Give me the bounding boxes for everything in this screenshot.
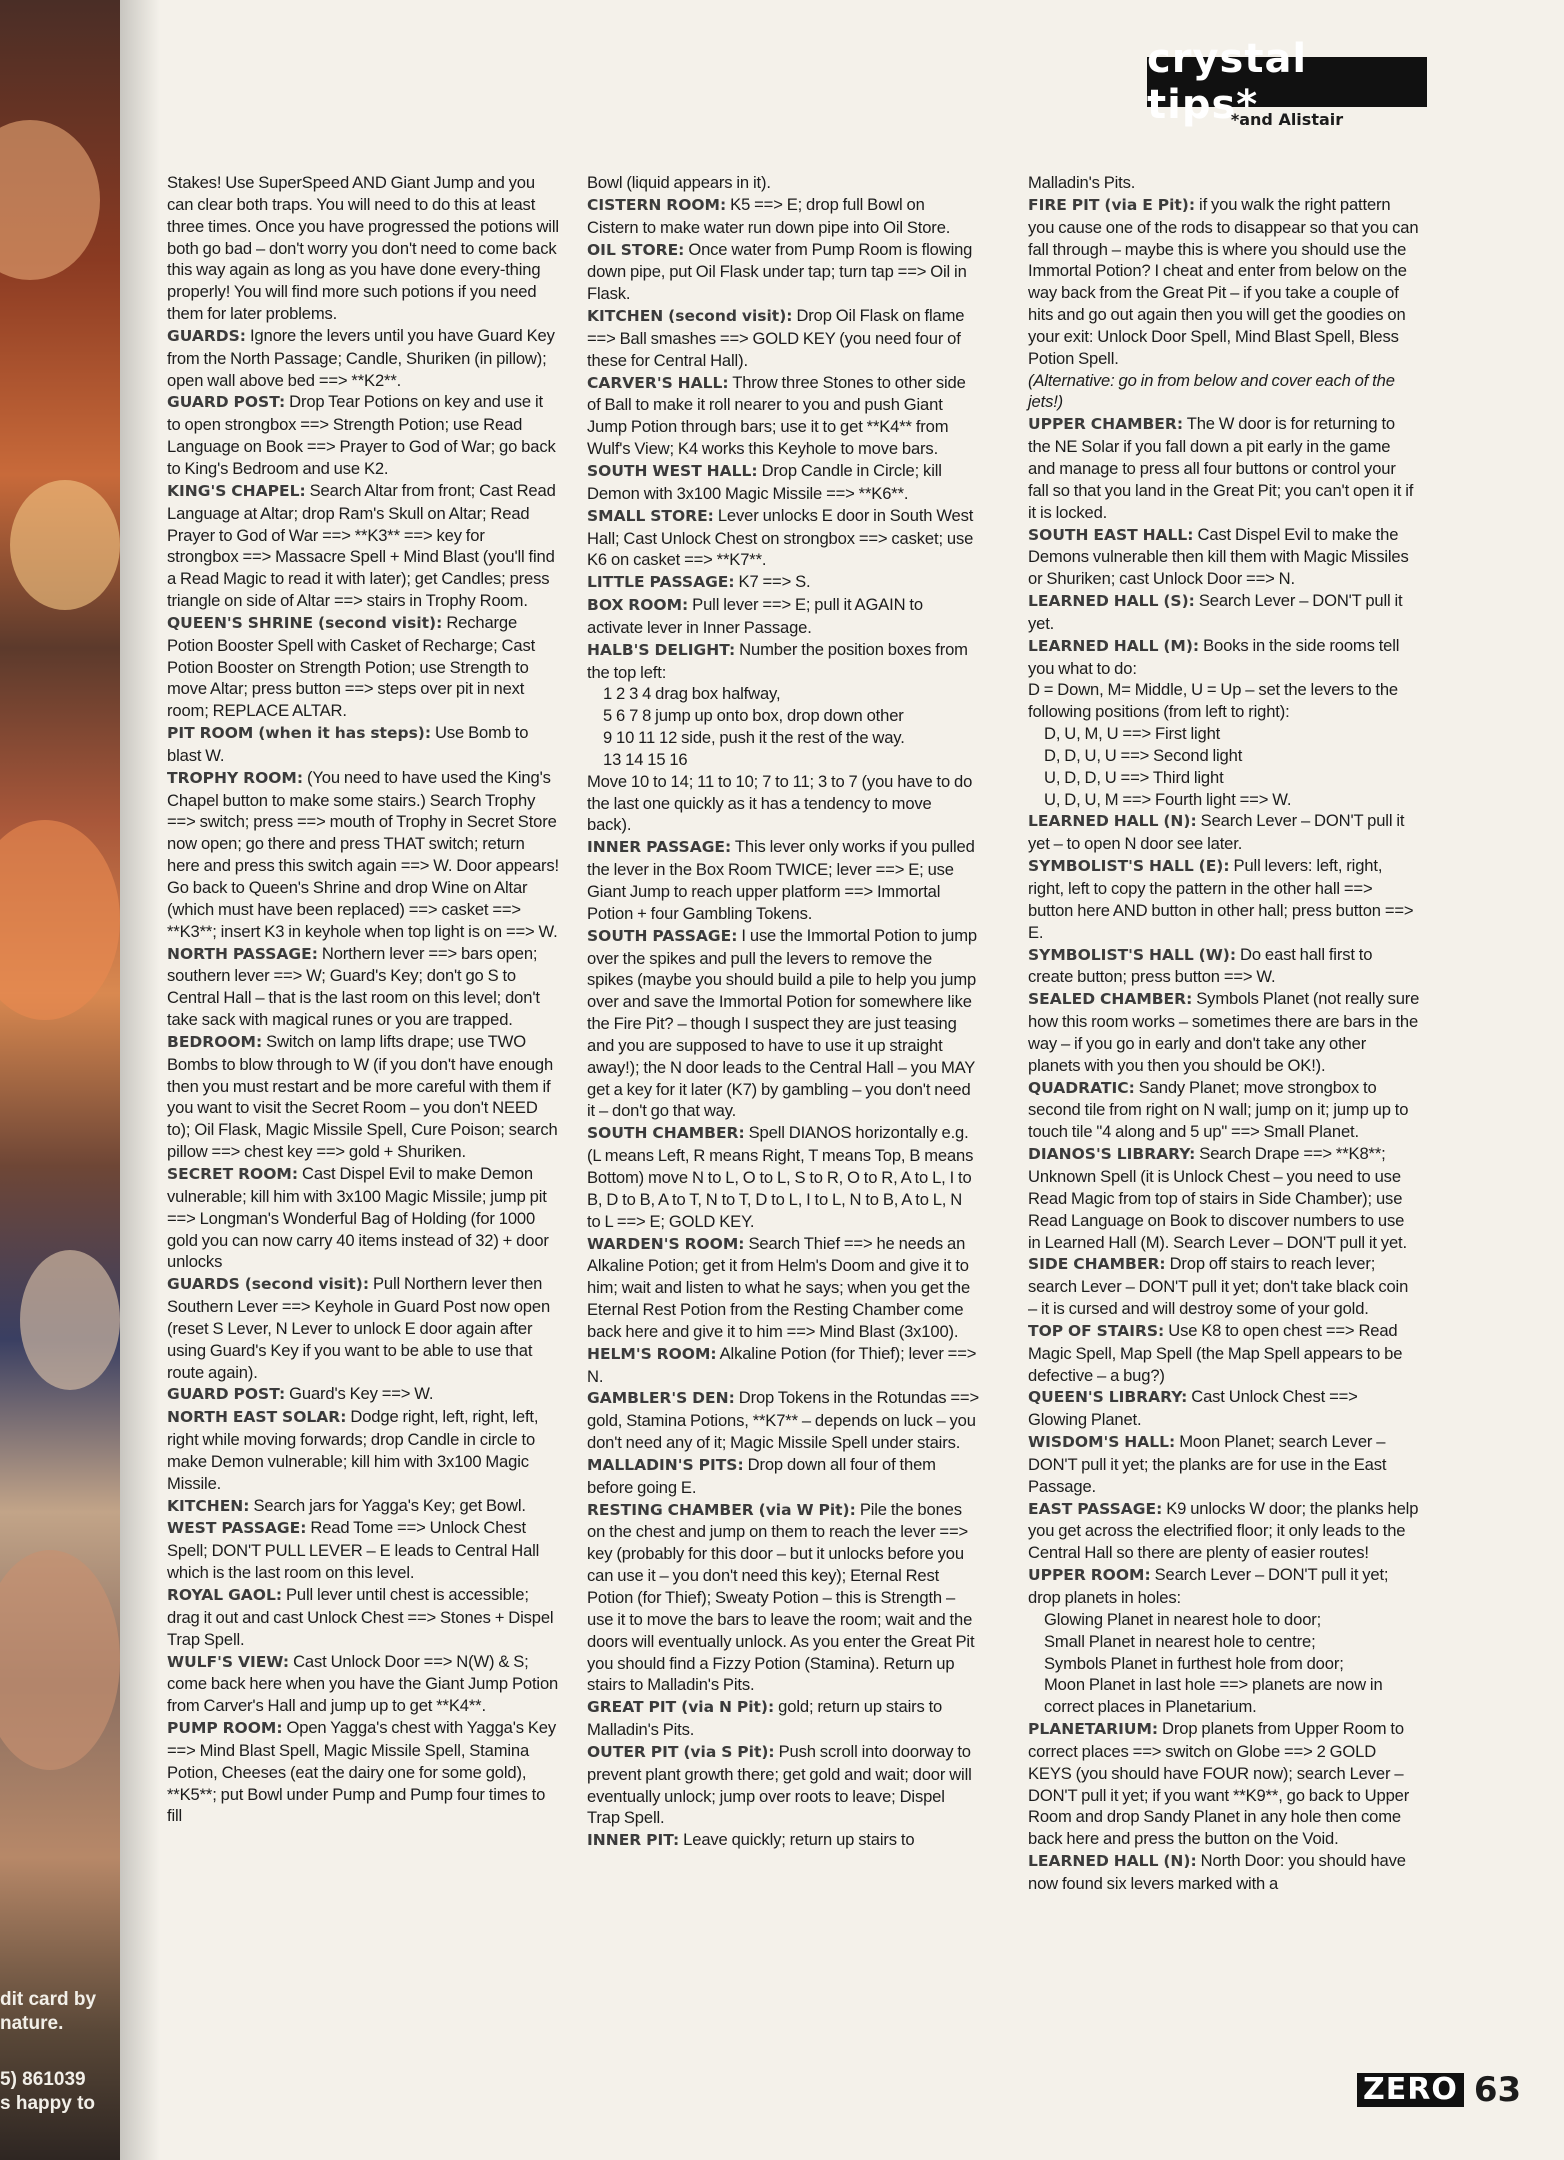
walkthrough-entry [587,1233,979,1343]
walkthrough-entry [167,325,559,392]
walkthrough-entry [1028,679,1420,723]
room-heading: LEARNED HALL (S): [1028,592,1195,611]
room-heading: SOUTH WEST HALL: [587,461,758,480]
entry-text: Number the position boxes from the top left: [587,639,968,682]
entry-text: K7 ==> S. [738,572,811,592]
entry-text: Glowing Planet in nearest hole to door; [1044,1609,1322,1629]
entry-text: Cast Unlock Chest ==> Glowing Planet. [1028,1387,1358,1430]
room-heading: GUARD POST: [167,393,286,412]
room-heading: KING'S CHAPEL: [167,481,306,500]
walkthrough-entry [1028,1653,1420,1675]
entry-text: 13 14 15 16 [603,749,688,769]
walkthrough-entry [1028,194,1420,370]
entry-text: Drop Tear Potions on key and use it to open strongbox ==> Strength Potion; use Read Language on Book ==> Prayer to God of War; go back to King's Bedroom and use K2. [167,392,556,478]
walkthrough-entry [167,1383,559,1406]
walkthrough-entry [1028,1386,1420,1431]
entry-text: Push scroll into doorway to prevent plant growth there; get gold and wait; door will eventually unlock; jump over roots to leave; Dispel Trap Spell. [587,1741,972,1828]
room-heading: QUEEN'S SHRINE (second visit): [167,613,443,632]
walkthrough-entry [587,1741,979,1829]
room-heading: GUARDS: [167,326,246,345]
entry-text: Malladin's Pits. [1028,173,1136,192]
page-footer [1357,2070,1521,2110]
walkthrough-entry [167,1717,559,1827]
entry-text: Stakes! Use SuperSpeed AND Giant Jump and you can clear both traps. You will need to do this at least three times. Once you have progressed the potions will both go bad – don't worry you don't need to come back this way again as long as you have done every-thing properly! You will find more such potions if you need them for later problems. [167,173,559,324]
entry-text: 5 6 7 8 jump up onto box, drop down other [603,706,904,726]
entry-text: I use the Immortal Potion to jump over the spikes and pull the levers to remove the spikes (maybe you should build a pile to help you jump over and save the Immortal Potion for somewhere like the Fire Pit? – though I suspect they are just teasing and you are supposed to have to use it up straight away!); the N door leads to the Central Hall – you MAY get a key for it later (K7) by gambling – you don't need it – don't go that way. [587,925,977,1121]
entry-text: Sandy Planet; move strongbox to second tile from right on N wall; jump on it; jump up to touch tile "4 along and 5 up" ==> Small Planet. [1028,1077,1409,1142]
text-column-3 [1028,172,1420,1895]
entry-text: Switch on lamp lifts drape; use TWO Bombs to blow through to W (if you don't have enough then you must restart and be more careful with them if you want to visit the Secret Room – you don't NEED to); Oil Flask, Magic Missile Spell, Cure Poison; search pillow ==> chest key ==> gold + Shuriken. [167,1031,558,1162]
walkthrough-entry [587,1343,979,1388]
entry-text: Spell DIANOS horizontally e.g. (L means Left, R means Right, T means Top, B means Bottom) move N to L, O to L, S to R, O to R, A to L, I to B, D to B, A to T, N to T, D to L, I to L, N to B, A to L, N to L ==> E; GOLD KEY. [587,1123,974,1231]
entry-text: D, U, M, U ==> First light [1044,724,1221,744]
entry-text: U, D, D, U ==> Third light [1044,767,1224,787]
walkthrough-entry [1028,413,1420,523]
entry-text: Drop Oil Flask on flame ==> Ball smashes ==> GOLD KEY (you need four of these for Central Hall). [587,306,965,370]
walkthrough-entry [587,925,979,1123]
room-heading: SOUTH CHAMBER: [587,1124,745,1143]
text-column-2 [587,172,979,1852]
entry-text: Search jars for Yagga's Key; get Bowl. [253,1495,526,1515]
room-heading: PUMP ROOM: [167,1719,283,1738]
walkthrough-entry [1028,1850,1420,1895]
room-heading: BOX ROOM: [587,596,689,615]
walkthrough-entry [587,1696,979,1741]
walkthrough-entry [167,722,559,767]
entry-text: Lever unlocks E door in South West Hall; Cast Unlock Chest on strongbox ==> casket; use K6 on casket ==> **K7**. [587,505,974,570]
entry-text: Alkaline Potion (for Thief); lever ==> N. [587,1343,977,1386]
entry-text: Cast Dispel Evil to make the Demons vulnerable then kill them with Magic Missiles or Shuriken; cast Unlock Door ==> N. [1028,524,1409,589]
room-heading: HALB'S DELIGHT: [587,640,736,659]
walkthrough-entry [1028,1564,1420,1609]
entry-text: Moon Planet; search Lever – DON'T pull it yet; the planks are for use in the East Passage. [1028,1432,1387,1496]
walkthrough-entry [587,749,979,771]
cover-art-strip [0,0,120,2160]
entry-text: K5 ==> E; drop full Bowl on Cistern to make water run down pipe into Oil Store. [587,194,951,237]
entry-text: Do east hall first to create button; press button ==> W. [1028,944,1373,987]
walkthrough-entry [587,305,979,372]
room-heading: SEALED CHAMBER: [1028,990,1193,1009]
entry-text: Cast Unlock Door ==> N(W) & S; come back here when you have the Giant Jump Potion from Carver's Hall and jump up to get **K4**. [167,1651,559,1716]
room-heading: ROYAL GAOL: [167,1586,283,1604]
walkthrough-entry [587,1454,979,1499]
walkthrough-entry [1028,1320,1420,1387]
art-caption: dit card by nature. [0,1989,97,2034]
room-heading: SOUTH EAST HALL: [1028,525,1194,544]
entry-text: Search Lever – DON'T pull it yet – to open N door see later. [1028,811,1405,854]
entry-text: Use K8 to open chest ==> Read Magic Spell, Map Spell (the Map Spell appears to be defective – a bug?) [1028,1320,1403,1385]
walkthrough-entry [1028,370,1420,414]
page-gutter [120,0,160,2160]
entry-text: Moon Planet in last hole ==> planets are now in correct places in Planetarium. [1044,1675,1383,1717]
walkthrough-entry [167,480,559,612]
walkthrough-entry [587,1387,979,1454]
walkthrough-entry [1028,1718,1420,1850]
walkthrough-entry [1028,944,1420,989]
room-heading: UPPER CHAMBER: [1028,415,1184,434]
room-heading: QUEEN'S LIBRARY: [1028,1388,1188,1407]
entry-text: 1 2 3 4 drag box halfway, [603,684,781,704]
walkthrough-entry [587,372,979,460]
entry-text: Drop down all four of them before going E. [587,1454,936,1497]
entry-text: D = Down, M= Middle, U = Up – set the levers to the following positions (from left to right): [1028,680,1398,722]
entry-text: Search Altar from front; Cast Read Language at Altar; drop Ram's Skull on Altar; Read Prayer to God of War ==> **K3** ==> key for strongbox ==> Massacre Spell + Mind Blast (you'll find a Read Magic to read it with later); get Candles; press triangle on side of Altar ==> stairs in Trophy Room. [167,480,556,611]
entry-text: Recharge Potion Booster Spell with Casket of Recharge; Cast Potion Booster on Strength Potion; use Strength to move Altar; press button ==> steps over pit in next room; REPLACE ALTAR. [167,612,536,721]
entry-text: Drop Tokens in the Rotundas ==> gold, Stamina Potions, **K7** – depends on luck – you don't need any of it; Magic Missile Spell under stairs. [587,1388,979,1453]
walkthrough-entry [1028,590,1420,635]
entry-text: Dodge right, left, right, left, right while moving forwards; drop Candle in circle to make Demon vulnerable; kill him with 3x100 Magic Missile. [167,1407,539,1493]
page-number: 63 [1473,2070,1522,2110]
walkthrough-entry [167,1406,559,1494]
entry-text: Search Lever – DON'T pull it yet. [1028,591,1403,633]
room-heading: GUARD POST: [167,1385,286,1404]
walkthrough-entry [587,1122,979,1232]
walkthrough-entry [1028,789,1420,811]
walkthrough-entry [1028,1609,1420,1631]
walkthrough-entry [587,836,979,924]
room-heading: TROPHY ROOM: [167,768,304,787]
room-heading: PLANETARIUM: [1028,1720,1159,1739]
entry-text: Read Tome ==> Unlock Chest Spell; DON'T PULL LEVER – E leads to Central Hall which is the last room on this level. [167,1518,540,1583]
walkthrough-entry [1028,745,1420,767]
room-heading: QUADRATIC: [1028,1078,1135,1097]
room-heading: NORTH PASSAGE: [167,944,318,963]
walkthrough-entry [1028,1143,1420,1253]
walkthrough-entry [587,460,979,505]
room-heading: OUTER PIT (via S Pit): [587,1742,775,1761]
entry-text: D, D, U, U ==> Second light [1044,745,1243,765]
entry-text: Pull Northern lever then Southern Lever ==> Keyhole in Guard Post now open (reset S Lever, N Lever to unlock E door again after using Guard's Key if you want to be able to use that route again). [167,1274,551,1382]
room-heading: SOUTH PASSAGE: [587,926,738,945]
entry-text: Throw three Stones to other side of Ball to make it roll nearer to you and push Giant Jump Potion through bars; use it to get **K4** from Wulf's View; K4 works this Keyhole to move bars. [587,372,966,459]
room-heading: KITCHEN (second visit): [587,307,793,326]
walkthrough-entry [587,727,979,749]
room-heading: INNER PIT: [587,1831,680,1850]
entry-text: Books in the side rooms tell you what to do: [1028,635,1400,678]
room-heading: LEARNED HALL (M): [1028,636,1200,655]
entry-text: Drop off stairs to reach lever; search Lever – DON'T pull it yet; don't take black coin – it is cursed and will destroy some of your gold. [1028,1254,1409,1319]
entry-text: Pull levers: left, right, right, left to copy the pattern in the other hall ==> button here AND button in other hall; press button ==> E. [1028,856,1414,942]
walkthrough-entry [1028,1674,1420,1718]
walkthrough-entry [587,1499,979,1697]
page-title: crystal tips* [1147,57,1427,107]
room-heading: WULF'S VIEW: [167,1652,290,1671]
room-heading: RESTING CHAMBER (via W Pit): [587,1500,856,1519]
walkthrough-entry [1028,524,1420,591]
room-heading: HELM'S ROOM: [587,1344,717,1363]
entry-text: K9 unlocks W door; the planks help you get across the electrified floor; it only leads to the Central Hall so there are plenty of easier routes! [1028,1498,1419,1563]
walkthrough-entry [1028,1431,1420,1498]
entry-text: Bowl (liquid appears in it). [587,173,771,192]
walkthrough-entry [1028,810,1420,855]
entry-text: Cast Dispel Evil to make Demon vulnerable; kill him with 3x100 Magic Missile; jump pit ==> Longman's Wonderful Bag of Holding (for 1000 gold you can now carry 40 items instead of 32) + door unlocks [167,1163,549,1272]
room-heading: FIRE PIT (via E Pit): [1028,195,1196,214]
entry-text: The W door is for returning to the NE Solar if you fall down a pit early in the game and manage to press all four buttons or control your fall so that you land in the Great Pit; you can't open it if it is locked. [1028,414,1414,522]
entry-text: This lever only works if you pulled the lever in the Box Room TWICE; lever ==> E; use Giant Jump to reach upper platform ==> Immortal Potion + four Gambling Tokens. [587,837,975,923]
room-heading: NORTH EAST SOLAR: [167,1408,347,1427]
entry-text: gold; return up stairs to Malladin's Pits. [587,1697,943,1740]
entry-text: if you walk the right pattern you cause one of the rods to disappear so that you can fall through – maybe this is where you should use the Immortal Potion? I cheat and enter from below on the way back from the Great Pit – if you take a couple of hits and go out again then you will get the goodies on your exit: Unlock Door Spell, Mind Blast Spell, Bless Potion Spell. [1028,194,1419,368]
walkthrough-entry [587,639,979,684]
entry-text: North Door: you should have now found six levers marked with a [1028,1851,1406,1893]
walkthrough-entry [1028,635,1420,680]
walkthrough-entry [167,391,559,479]
walkthrough-entry [167,767,559,943]
magazine-logo: ZERO [1357,2073,1464,2107]
walkthrough-entry [1028,172,1420,194]
walkthrough-entry [587,705,979,727]
walkthrough-entry [1028,767,1420,789]
walkthrough-entry [167,1517,559,1584]
walkthrough-entry [587,194,979,239]
walkthrough-entry [1028,723,1420,745]
room-heading: SECRET ROOM: [167,1164,299,1183]
room-heading: SYMBOLIST'S HALL (E): [1028,857,1230,876]
room-heading: OIL STORE: [587,240,685,259]
walkthrough-entry [1028,1631,1420,1653]
room-heading: PIT ROOM (when it has steps): [167,724,432,743]
room-heading: LEARNED HALL (N): [1028,1852,1197,1871]
walkthrough-entry [587,505,979,572]
room-heading: SYMBOLIST'S HALL (W): [1028,945,1237,964]
entry-text: Move 10 to 14; 11 to 10; 7 to 11; 3 to 7 (you have to do the last one quickly as it has a tendency to move back). [587,771,973,835]
room-heading: EAST PASSAGE: [1028,1499,1163,1518]
room-heading: TOP OF STAIRS: [1028,1321,1165,1340]
room-heading: WEST PASSAGE: [167,1519,307,1538]
walkthrough-entry [587,172,979,194]
walkthrough-entry [167,1031,559,1163]
room-heading: CARVER'S HALL: [587,373,729,392]
entry-text: Symbols Planet in furthest hole from door; [1044,1653,1344,1673]
walkthrough-entry [167,1584,559,1651]
walkthrough-entry [587,1829,979,1852]
room-heading: BEDROOM: [167,1032,263,1051]
room-heading: INNER PASSAGE: [587,838,732,857]
entry-text: U, D, U, M ==> Fourth light ==> W. [1044,789,1292,809]
entry-text: Search Lever – DON'T pull it yet; drop planets in holes: [1028,1565,1389,1607]
entry-text: Ignore the levers until you have Guard Key from the North Passage; Candle, Shuriken (in pillow); open wall above bed ==> **K2**. [167,325,555,390]
room-heading: DIANOS'S LIBRARY: [1028,1145,1196,1164]
entry-text: Small Planet in nearest hole to centre; [1044,1631,1316,1651]
walkthrough-entry [167,943,559,1031]
entry-text: Pull lever ==> E; pull it AGAIN to activate lever in Inner Passage. [587,595,923,637]
art-phone-text: 5) 861039 s happy to [0,2069,96,2114]
page-subtitle: *and Alistair [1230,110,1344,129]
room-heading: WARDEN'S ROOM: [587,1234,745,1253]
room-heading: GREAT PIT (via N Pit): [587,1698,775,1717]
room-heading: UPPER ROOM: [1028,1566,1151,1585]
walkthrough-entry [167,172,559,325]
room-heading: SMALL STORE: [587,506,714,525]
walkthrough-entry [1028,988,1420,1076]
walkthrough-entry [587,594,979,639]
entry-text: (You need to have used the King's Chapel button to make some stairs.) Search Trophy ==> switch; press ==> mouth of Trophy in Secret Store now open; go there and press THAT switch; return here and press this switch again ==> W. Door appears! Go back to Queen's Shrine and drop Wine on Altar (which must have been replaced) ==> casket ==> **K3**; insert K3 in keyhole when top light is on ==> W. [167,767,560,941]
entry-text: Symbols Planet (not really sure how this room works – sometimes there are bars in the way – if you go in early and don't take any other planets with you then you should be OK!). [1028,989,1420,1075]
entry-text: Open Yagga's chest with Yagga's Key ==> Mind Blast Spell, Magic Missile Spell, Stamina Potion, Cheeses (eat the dairy one for some gold), **K5**; put Bowl under Pump and Pump four times to fill [167,1718,557,1826]
entry-text: Once water from Pump Room is flowing down pipe, put Oil Flask under tap; turn tap ==> Oil in Flask. [587,239,973,304]
walkthrough-entry [167,1273,559,1383]
room-heading: KITCHEN: [167,1496,250,1515]
walkthrough-entry [587,571,979,594]
walkthrough-entry [1028,1498,1420,1565]
entry-text: Pull lever until chest is accessible; drag it out and cast Unlock Chest ==> Stones + Dispel Trap Spell. [167,1585,554,1649]
room-heading: LITTLE PASSAGE: [587,573,735,592]
entry-text: Pile the bones on the chest and jump on them to reach the lever ==> key (probably for this door – but it unlocks before you can use it – you don't need this key); Eternal Rest Potion (for Thief); Sweaty Potion – this is Strength – use it to move the bars to leave the room; wait and the doors will eventually unlock. As you enter the Great Pit you should find a Fizzy Potion (Stamina). Return up stairs to Malladin's Pits. [587,1499,975,1695]
entry-text: Drop planets from Upper Room to correct places ==> switch on Globe ==> 2 GOLD KEYS (you should have FOUR now); search Lever – DON'T pull it yet; if you want **K9**, go back to Upper Room and drop Sandy Planet in any hole then come back here and press the button on the Void. [1028,1719,1410,1849]
walkthrough-entry [587,683,979,705]
room-heading: GAMBLER'S DEN: [587,1389,735,1408]
room-heading: SIDE CHAMBER: [1028,1255,1166,1274]
walkthrough-entry [1028,855,1420,943]
walkthrough-entry [587,771,979,837]
walkthrough-entry [167,1651,559,1718]
room-heading: LEARNED HALL (N): [1028,812,1197,831]
room-heading: MALLADIN'S PITS: [587,1455,744,1474]
entry-text: Northern lever ==> bars open; southern lever ==> W; Guard's Key; don't go S to Central Hall – that is the last room on this level; don't take sack with magical runes or you are trapped. [167,943,540,1030]
entry-text: Use Bomb to blast W. [167,723,529,765]
entry-text: Guard's Key ==> W. [289,1384,434,1404]
entry-text: (Alternative: go in from below and cover each of the jets!) [1028,370,1395,412]
walkthrough-entry [1028,1077,1420,1144]
walkthrough-entry [167,612,559,722]
walkthrough-entry [167,1163,559,1273]
entry-text: Search Thief ==> he needs an Alkaline Potion; get it from Helm's Doom and give it to him; wait and listen to what he says; when you get the Eternal Rest Potion from the Resting Chamber come back here and give it to him ==> Mind Blast (3x100). [587,1233,971,1341]
room-heading: GUARDS (second visit): [167,1275,370,1294]
entry-text: Search Drape ==> **K8**; Unknown Spell (it is Unlock Chest – you need to use Read Magic from top of stairs in Side Chamber); use Read Language on Book to discover numbers to use in Learned Hall (M). Search Lever – DON'T pull it yet. [1028,1144,1407,1252]
entry-text: 9 10 11 12 side, push it the rest of the way. [603,728,905,748]
walkthrough-entry [167,1495,559,1518]
walkthrough-entry [587,239,979,306]
walkthrough-entry [1028,1253,1420,1320]
room-heading: WISDOM'S HALL: [1028,1433,1176,1452]
room-heading: CISTERN ROOM: [587,195,727,214]
entry-text: Drop Candle in Circle; kill Demon with 3x100 Magic Missile ==> **K6**. [587,460,942,503]
text-column-1 [167,172,559,1827]
entry-text: Leave quickly; return up stairs to [683,1830,915,1850]
